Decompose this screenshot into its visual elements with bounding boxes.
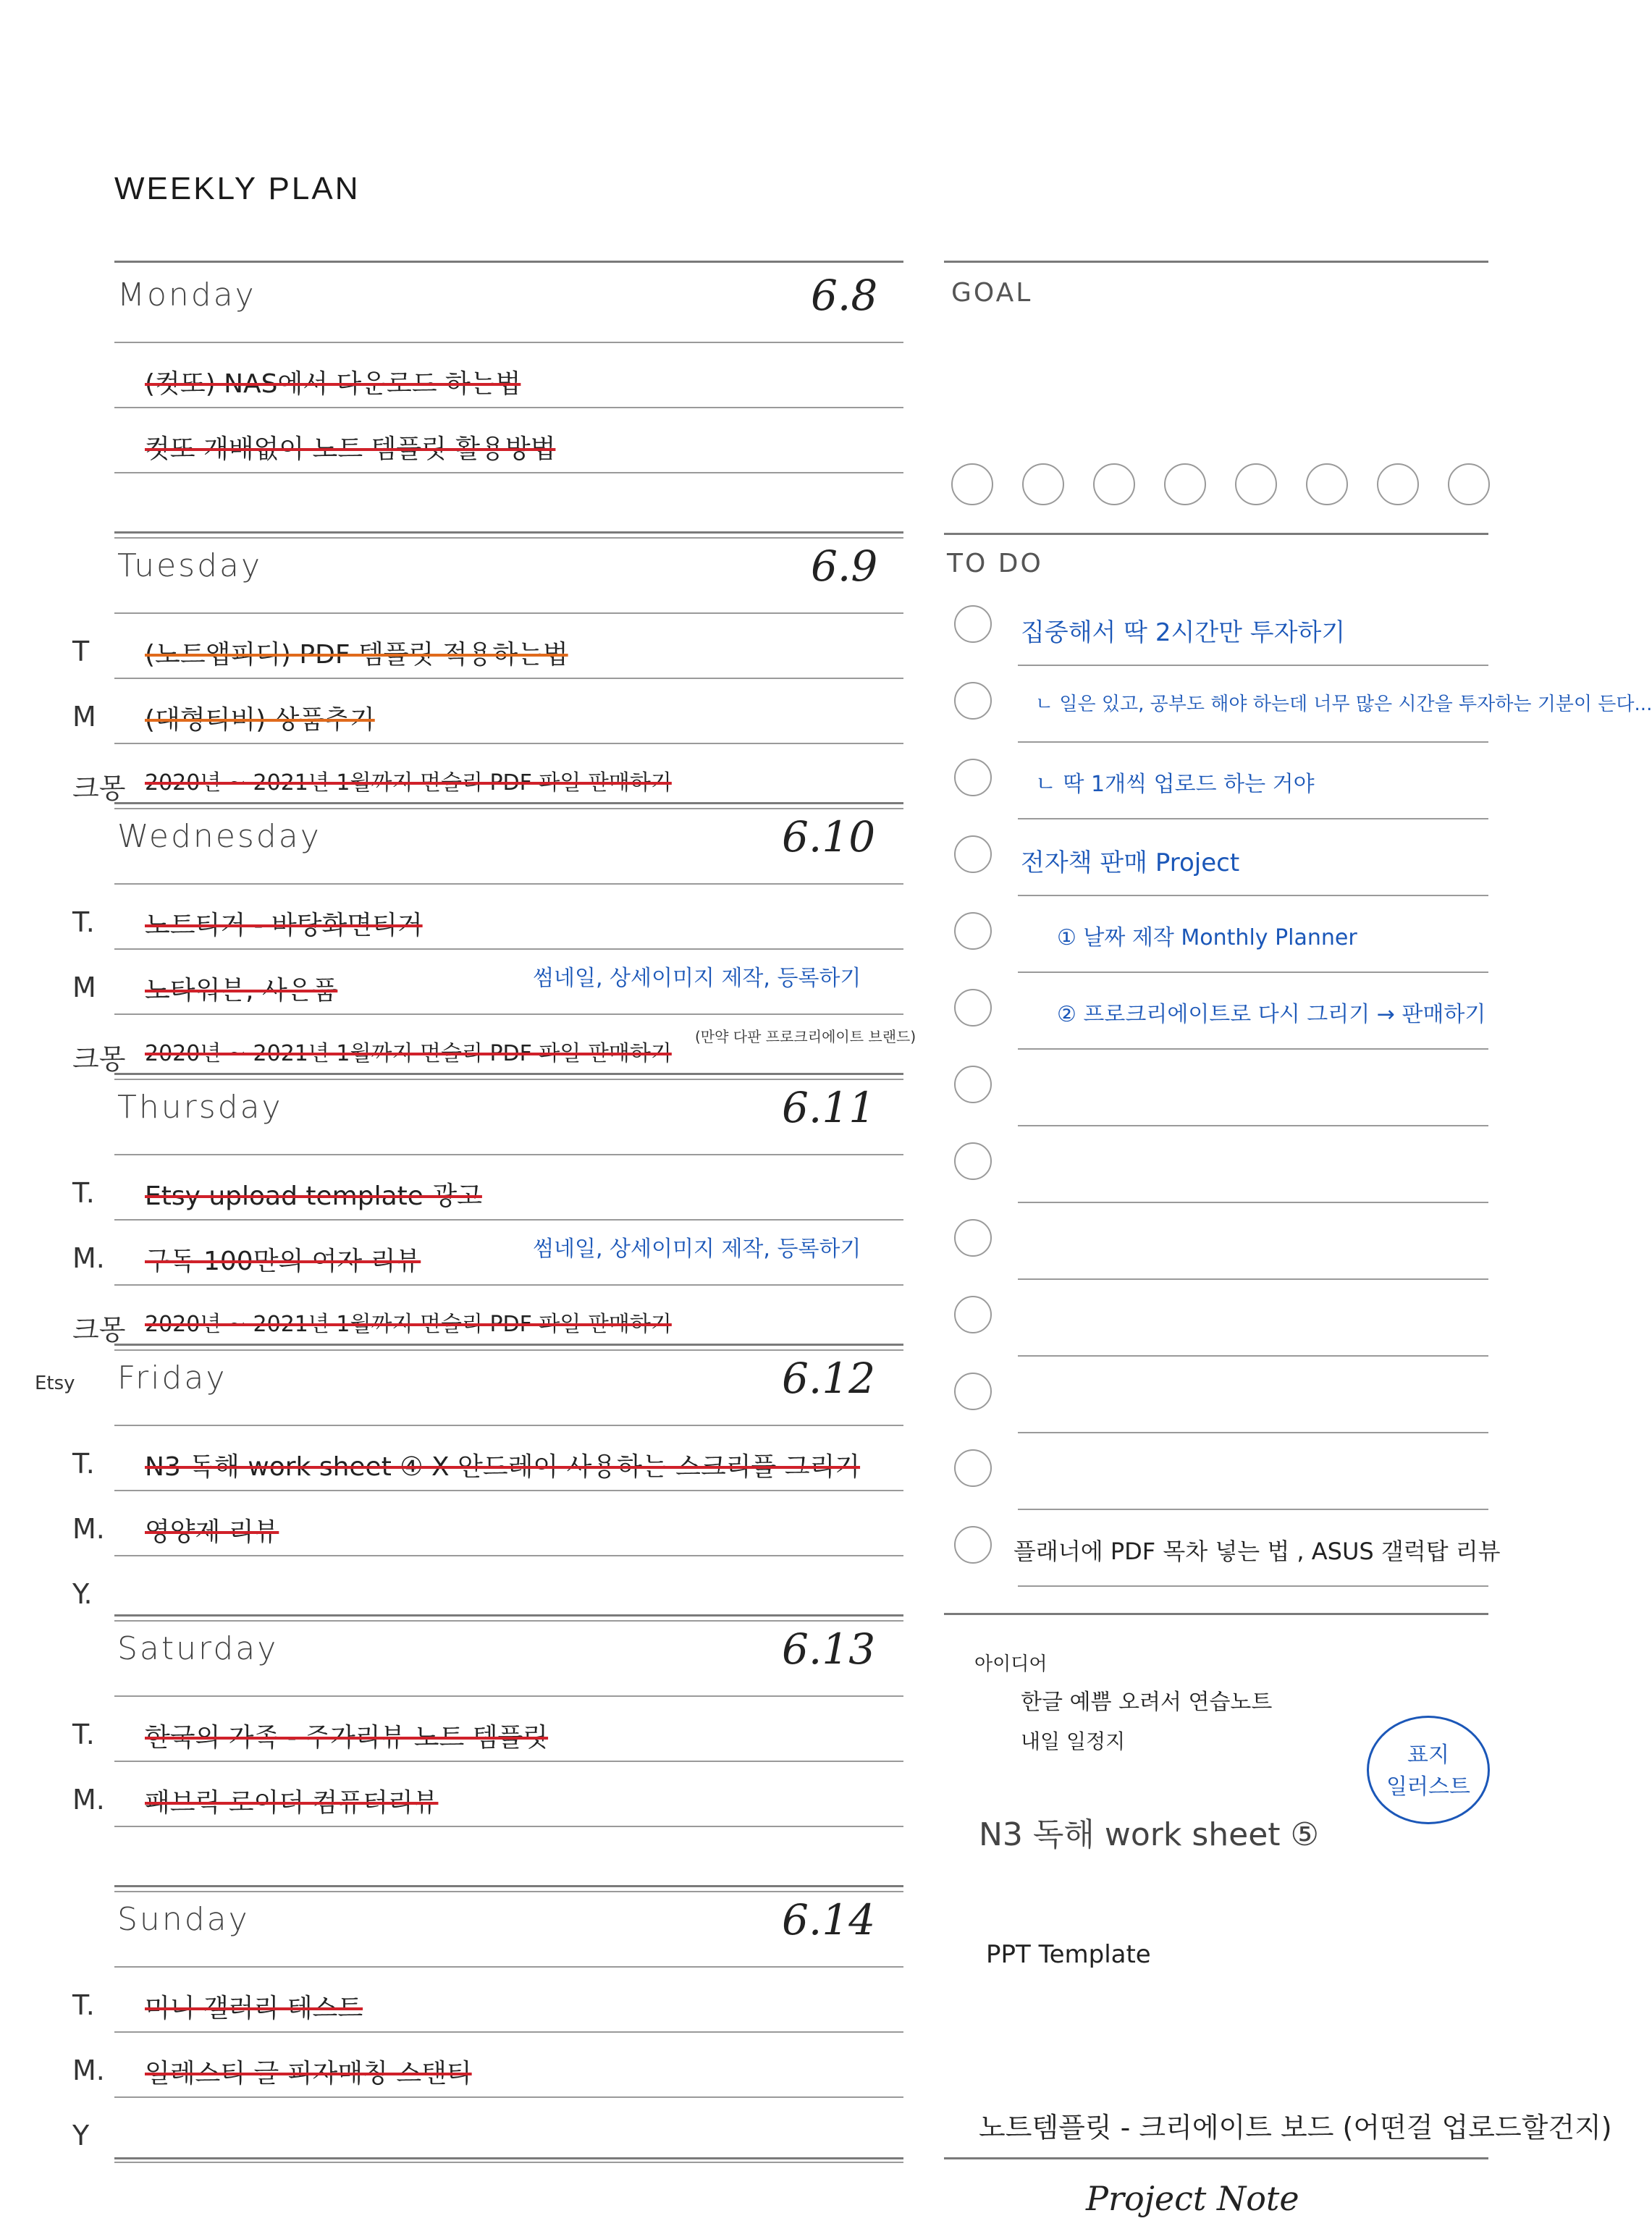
day-entry: 노트티거 - 바탕화면티거 xyxy=(145,911,423,940)
goal-circle[interactable] xyxy=(1093,463,1135,505)
day-date: 6.14 xyxy=(782,1895,876,1944)
todo-checkbox[interactable] xyxy=(954,759,992,796)
entry-rule xyxy=(114,948,903,950)
day-row-marker: M xyxy=(72,701,96,733)
entry-rule xyxy=(114,1490,903,1491)
goal-top-rule xyxy=(944,261,1488,263)
todo-rule xyxy=(1018,1355,1488,1357)
goal-circle[interactable] xyxy=(1448,463,1490,505)
todo-bottom-rule xyxy=(944,1613,1488,1615)
todo-checkbox[interactable] xyxy=(954,1296,992,1333)
day-row-marker: M. xyxy=(72,1513,105,1545)
day-row-marker: Etsy xyxy=(35,1373,75,1394)
day-row-marker: T. xyxy=(72,1989,95,2021)
day-header-rule xyxy=(114,612,903,614)
day-row-marker: T xyxy=(72,636,90,667)
day-row-marker: T. xyxy=(72,1719,95,1750)
entry-rule xyxy=(114,1761,903,1762)
day-entry: 2020년 ~ 2021년 1월까지 먼슬리 PDF 파일 판매하기 xyxy=(145,770,672,796)
entry-rule xyxy=(114,743,903,744)
day-top-rule xyxy=(114,261,903,263)
day-header-rule xyxy=(114,1695,903,1697)
goal-circle[interactable] xyxy=(951,463,993,505)
todo-rule xyxy=(1018,1585,1488,1587)
day-top-rule xyxy=(114,1614,903,1617)
day-top-rule xyxy=(114,802,903,804)
badge-line-1: 표지 xyxy=(1407,1742,1449,1768)
day-date: 6.8 xyxy=(811,271,878,320)
goal-circle[interactable] xyxy=(1022,463,1064,505)
todo-checkbox[interactable] xyxy=(954,1449,992,1487)
entry-rule xyxy=(114,2096,903,2098)
day-entry: (노트앱피디) PDF 템플릿 적용하는법 xyxy=(145,640,568,670)
todo-checkbox[interactable] xyxy=(954,682,992,720)
day-name: Saturday xyxy=(117,1630,279,1667)
todo-item-text: 전자책 판매 Project xyxy=(1021,848,1240,877)
day-top-rule xyxy=(114,531,903,534)
todo-checkbox[interactable] xyxy=(954,835,992,873)
day-header-rule xyxy=(114,342,903,343)
day-date: 6.13 xyxy=(782,1624,876,1674)
day-entry: N3 독해 work sheet ④ X 안드레이 사용하는 스크리플 그리기 xyxy=(145,1452,861,1482)
day-name: Friday xyxy=(117,1360,227,1396)
entry-rule xyxy=(114,808,903,809)
day-row-marker: T. xyxy=(72,906,95,938)
entry-rule xyxy=(114,472,903,473)
ideas-bottom-note: 노트템플릿 - 크리에이트 보드 (어떤걸 업로드할건지) xyxy=(979,2112,1612,2144)
todo-item-text: 집중해서 딱 2시간만 투자하기 xyxy=(1021,618,1346,647)
ideas-title: 아이디어 xyxy=(974,1653,1048,1675)
ideas-ppt: PPT Template xyxy=(986,1940,1151,1969)
entry-rule xyxy=(114,1826,903,1827)
entry-rule xyxy=(114,1013,903,1015)
day-entry: Etsy upload template 광고 xyxy=(145,1181,482,1211)
ideas-line-2: 내일 일정지 xyxy=(1021,1729,1126,1753)
goal-circle[interactable] xyxy=(1235,463,1277,505)
day-row-marker: T. xyxy=(72,1177,95,1209)
todo-checkbox[interactable] xyxy=(954,1142,992,1180)
days-bottom-rule xyxy=(114,2157,903,2159)
day-entry: 미니 갤러리 테스트 xyxy=(145,1994,363,2023)
day-date: 6.9 xyxy=(811,541,878,591)
day-header-rule xyxy=(114,1425,903,1426)
day-entry: (컷또) NAS에서 다운로드 하는법 xyxy=(145,369,521,399)
day-name: Wednesday xyxy=(117,818,321,855)
todo-checkbox[interactable] xyxy=(954,605,992,643)
todo-checkbox[interactable] xyxy=(954,1219,992,1257)
day-entry: 영양제 리뷰 xyxy=(145,1517,279,1547)
day-top-rule xyxy=(114,1073,903,1075)
day-header-rule xyxy=(114,1966,903,1968)
day-row-marker: T. xyxy=(72,1448,95,1480)
entry-rule xyxy=(114,1891,903,1892)
day-date: 6.10 xyxy=(782,812,876,861)
todo-rule xyxy=(1018,971,1488,973)
day-top-rule xyxy=(114,1344,903,1346)
todo-rule xyxy=(1018,665,1488,666)
day-entry: 구독 100만의 여자 리뷰 xyxy=(145,1247,421,1276)
page-title: WEEKLY PLAN xyxy=(114,171,361,206)
day-row-marker: Y xyxy=(72,2120,90,2151)
todo-rule xyxy=(1018,1509,1488,1510)
day-row-marker: M. xyxy=(72,2054,105,2086)
day-entry: 일레스티 글 피자매칭 스탠티 xyxy=(145,2059,472,2088)
todo-rule xyxy=(1018,741,1488,743)
entry-rule xyxy=(114,2031,903,2033)
entry-rule xyxy=(114,2162,903,2163)
day-header-rule xyxy=(114,1154,903,1155)
todo-rule xyxy=(1018,1125,1488,1126)
goal-circle[interactable] xyxy=(1164,463,1206,505)
cover-illustration-badge xyxy=(1367,1716,1490,1824)
day-name: Monday xyxy=(117,277,256,313)
todo-checkbox[interactable] xyxy=(954,1373,992,1410)
day-entry: (대형티비) 상품추기 xyxy=(145,705,375,735)
day-name: Sunday xyxy=(117,1901,250,1938)
todo-checkbox[interactable] xyxy=(954,912,992,950)
todo-checkbox[interactable] xyxy=(954,1526,992,1564)
entry-rule xyxy=(114,1219,903,1221)
entry-rule xyxy=(114,678,903,679)
day-entry: 2020년 ~ 2021년 1월까지 먼슬리 PDF 파일 판매하기 xyxy=(145,1041,672,1066)
badge-line-2: 일러스트 xyxy=(1386,1774,1470,1800)
day-side-note: 썸네일, 상세이미지 제작, 등록하기 xyxy=(533,966,861,991)
day-name: Thursday xyxy=(117,1089,283,1126)
day-entry: 2020년 ~ 2021년 1월까지 먼슬리 PDF 파일 판매하기 xyxy=(145,1312,672,1337)
entry-rule xyxy=(114,1555,903,1556)
day-row-marker: 크몽 xyxy=(72,772,126,804)
day-row-marker: Y. xyxy=(72,1578,93,1610)
ideas-bottom-rule xyxy=(944,2157,1488,2159)
todo-checkbox[interactable] xyxy=(954,1066,992,1103)
todo-rule xyxy=(1018,895,1488,896)
todo-label: TO DO xyxy=(947,549,1043,578)
day-row-marker: M. xyxy=(72,1784,105,1816)
day-top-rule xyxy=(114,1885,903,1887)
todo-top-rule xyxy=(944,533,1488,535)
goal-label: GOAL xyxy=(951,278,1033,308)
day-date: 6.11 xyxy=(782,1083,876,1132)
ideas-worksheet: N3 독해 work sheet ⑤ xyxy=(979,1816,1319,1853)
entry-rule xyxy=(114,537,903,539)
day-name: Tuesday xyxy=(117,547,263,584)
todo-checkbox[interactable] xyxy=(954,989,992,1027)
day-row-marker: 크몽 xyxy=(72,1043,126,1075)
entry-rule xyxy=(114,1620,903,1622)
todo-item-text: ㄴ 일은 있고, 공부도 해야 하는데 너무 많은 시간을 투자하는 기분이 든다... xyxy=(1035,694,1652,715)
day-row-marker: 크몽 xyxy=(72,1314,126,1346)
todo-item-text: 플래너에 PDF 목차 넣는 법 , ASUS 갤럭탑 리뷰 xyxy=(1013,1538,1501,1565)
day-row-marker: M. xyxy=(72,1242,105,1274)
day-header-rule xyxy=(114,883,903,885)
entry-rule xyxy=(114,1079,903,1080)
day-date: 6.12 xyxy=(782,1354,876,1403)
todo-rule xyxy=(1018,1278,1488,1280)
project-note: Project Note xyxy=(1086,2179,1299,2218)
day-row-marker: M xyxy=(72,971,96,1003)
goal-circle[interactable] xyxy=(1377,463,1419,505)
todo-item-text: ㄴ 딱 1개씩 업로드 하는 거야 xyxy=(1035,772,1315,797)
todo-rule xyxy=(1018,1202,1488,1203)
day-side-note: 썸네일, 상세이미지 제작, 등록하기 xyxy=(533,1236,861,1262)
day-side-note: (만약 다판 프로크리에이트 브랜드) xyxy=(695,1028,916,1045)
todo-item-text: ① 날짜 제작 Monthly Planner xyxy=(1057,925,1357,950)
day-entry: 컷또 개배없이 노트 템플릿 활용방법 xyxy=(145,434,556,464)
entry-rule xyxy=(114,1284,903,1286)
entry-rule xyxy=(114,407,903,408)
todo-rule xyxy=(1018,1432,1488,1433)
ideas-line-1: 한글 예쁨 오려서 연습노트 xyxy=(1021,1690,1273,1715)
day-entry: 한국의 가족 - 주가리뷰 노트 템플릿 xyxy=(145,1723,549,1753)
todo-rule xyxy=(1018,818,1488,819)
day-entry: 노타워븐, 사은품 xyxy=(145,976,338,1006)
day-entry: 패브릭 로이더 컴퓨터리뷰 xyxy=(145,1788,439,1818)
todo-item-text: ② 프로크리에이트로 다시 그리기 → 판매하기 xyxy=(1057,1002,1486,1027)
goal-circle[interactable] xyxy=(1306,463,1348,505)
entry-rule xyxy=(114,1349,903,1351)
todo-rule xyxy=(1018,1048,1488,1050)
